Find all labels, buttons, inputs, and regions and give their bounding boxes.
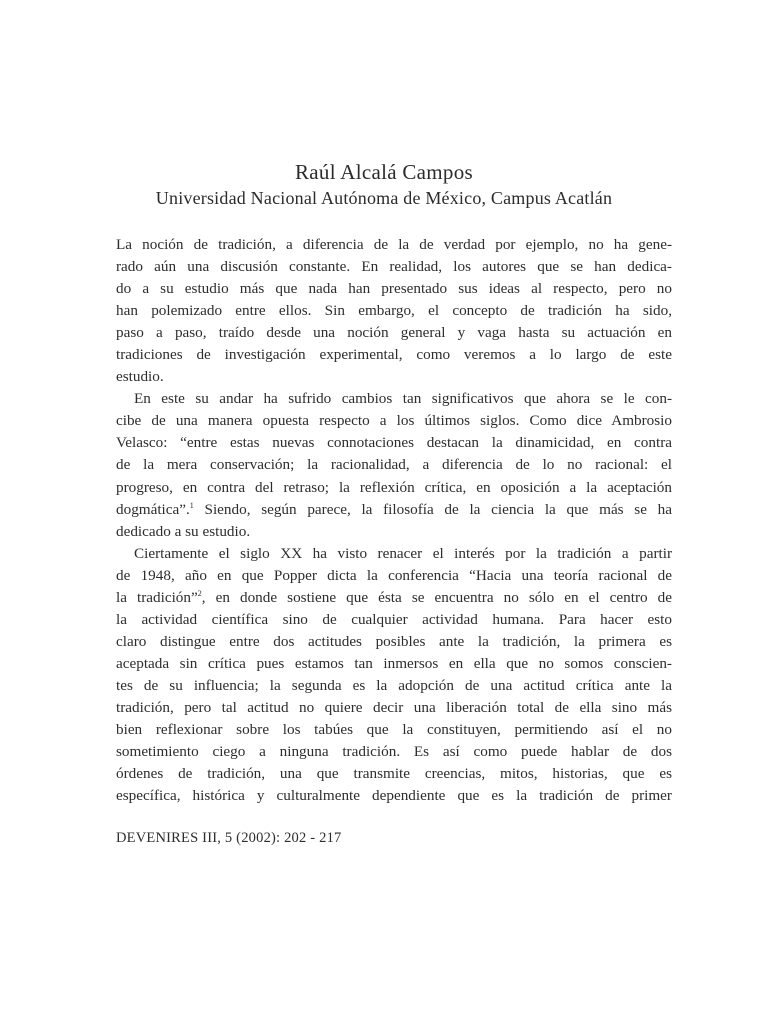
text-line: de 1948, año en que Popper dicta la conferencia “Hacia una teoría racional de [116,566,672,584]
text-line: Velasco: “entre estas nuevas connotaciones destacan la dinamicidad, en contra [116,434,672,452]
text-line: la actividad científica sino de cualquier actividad humana. Para hacer esto [116,610,672,628]
text-run: , en donde sostiene que ésta se encuentra no sólo en el centro de [201,588,672,606]
text-line: aceptada sin crítica pues estamos tan inmersos en ella que no somos conscien- [116,654,672,672]
paragraph-3 [116,543,672,808]
footnote-marker-1: 1 [189,500,194,510]
text-line: órdenes de tradición, una que transmite creencias, mitos, historias, que es [116,765,672,783]
text-line: tradiciones de investigación experimental, como veremos a lo largo de este [116,346,672,364]
text-line: Ciertamente el siglo XX ha visto renacer el interés por la tradición a partir [134,544,672,562]
text-line: de la mera conservación; la racionalidad, a diferencia de lo no racional: el [116,456,672,474]
text-line [116,587,672,609]
text-line: En este su andar ha sufrido cambios tan significativos que ahora se le con- [134,390,672,408]
text-line: rado aún una discusión constante. En realidad, los autores que se han dedica- [116,258,672,276]
paragraph-1 [116,234,672,388]
text-line: La noción de tradición, a diferencia de la de verdad por ejemplo, no ha gene- [116,236,672,253]
text-line: tradición, pero tal actitud no quiere decir una liberación total de ella sino más [116,698,672,716]
text-line: bien reflexionar sobre los tabúes que la constituyen, permitiendo así el no [116,721,672,739]
text-line: paso a paso, traído desde una noción general y vaga hasta su actuación en [116,324,672,342]
text-line: han polemizado entre ellos. Sin embargo, el concepto de tradición ha sido, [116,302,672,320]
text-line: tes de su influencia; la segunda es la adopción de una actitud crítica ante la [116,676,672,694]
journal-citation: DEVENIRES III, 5 (2002): 202 - 217 [116,830,342,846]
text-line: cibe de una manera opuesta respecto a los últimos siglos. Como dice Ambrosio [116,412,672,430]
text-line: do a su estudio más que nada han presentado sus ideas al respecto, pero no [116,280,672,298]
text-run: la tradición” [116,588,198,606]
article-body [116,234,672,807]
author-name: Raúl Alcalá Campos [294,160,474,184]
text-run: dogmática”. [116,500,190,518]
text-line: dedicado a su estudio. [116,522,251,540]
text-line: claro distingue entre dos actitudes posibles ante la tradición, la primera es [116,632,672,650]
paragraph-2 [116,388,672,542]
author-affiliation: Universidad Nacional Autónoma de México, Campus Acatlán [155,188,613,208]
text-run: Siendo, según parece, la filosofía de la ciencia la que más se ha [193,500,672,518]
footnote-marker-2: 2 [197,588,202,598]
text-line: estudio. [116,368,164,386]
text-line: progreso, en contra del retraso; la reflexión crítica, en oposición a la aceptación [116,478,672,496]
text-line: específica, histórica y culturalmente dependiente que es la tradición de primer [116,787,672,805]
text-line [116,499,672,521]
text-line: sometimiento ciego a ninguna tradición. Es así como puede hablar de dos [116,743,672,761]
